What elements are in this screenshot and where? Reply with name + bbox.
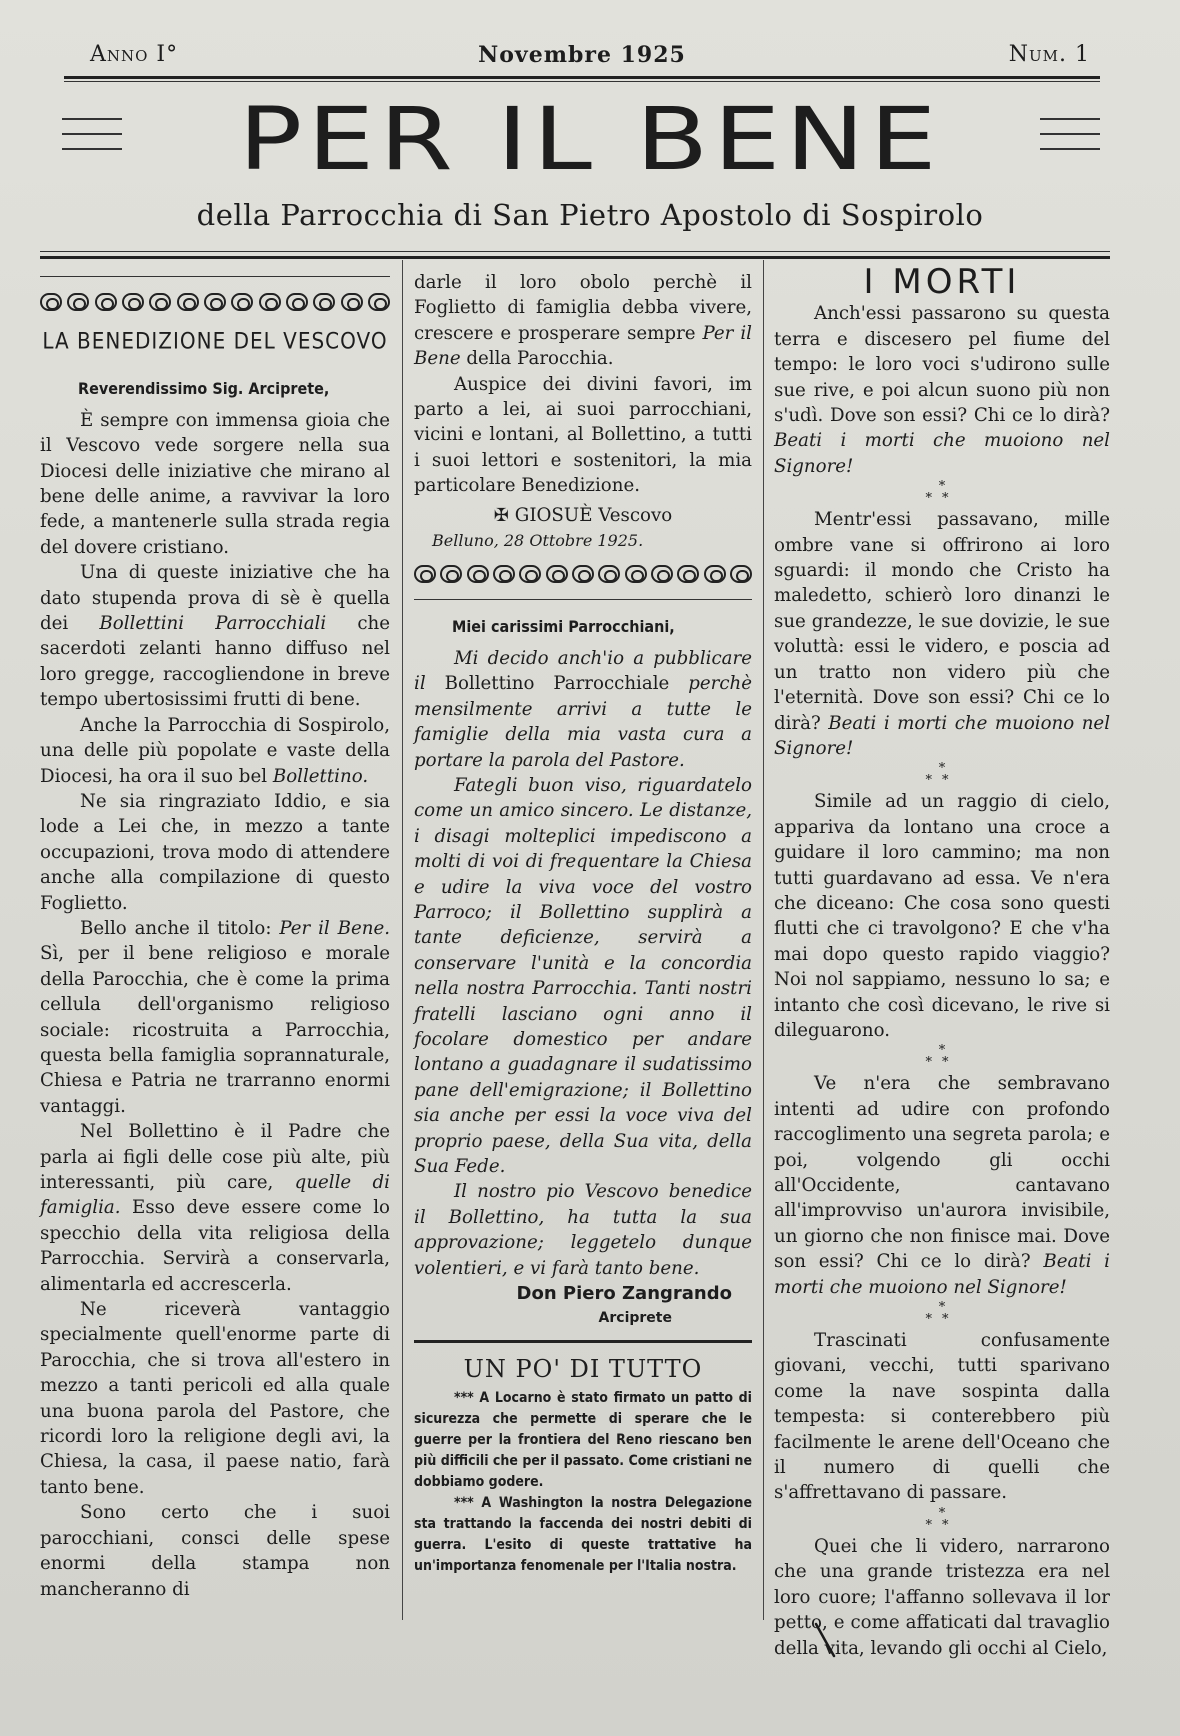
article-heading-tutto: UN PO' DI TUTTO: [463, 1354, 703, 1383]
decorative-ornament-band: [40, 287, 390, 317]
article-heading-morti: I MORTI: [863, 262, 1021, 302]
paragraph: Fategli buon viso, riguardatelo come un amico sincero. Le distanze, i disagi molteplici impediscono a molti di voi di frequentare la Chiesa e udire la viva voce del vostro Parroco; il Bollettino supplirà a tante deficienze, servirà a conservare l'unità e la concordia nella nostra Parrocchia. Tanti nostri fratelli lasciano ogni anno il focolare domestico per andare lontano a guadagnare il sudatissimo pane dell'emigrazione; il Bollettino sia anche per essi la voce viva del proprio paese, della Sua vita, della Sua Fede.: [414, 774, 752, 1177]
asterism: * **: [925, 1505, 959, 1533]
column-1: [40, 270, 390, 1602]
paragraph: Simile ad un raggio di cielo, appariva da lontano una croce a guidare il loro cammino; ma non tutti guardavano ad essa. Ve n'era che diceano: Che cosa sono questi flutti che ci travolgono? E che v'ha mai dopo questo rapido viaggio? Noi nol sappiamo, nessuno lo sa; e intanto che così dicevano, le rive si dileguarono.: [774, 791, 1110, 1041]
article-heading-benedizione: LA BENEDIZIONE DEL VESCOVO: [42, 327, 388, 355]
column-3: [774, 262, 1111, 1661]
separator-rule: [414, 599, 752, 600]
issue-year: Anno I°: [90, 42, 179, 67]
place-date: Belluno, 28 Ottobre 1925.: [432, 531, 644, 551]
newspaper-subtitle: della Parrocchia di San Pietro Apostolo di Sospirolo: [196, 198, 984, 232]
paragraph: Mentr'essi passavano, mille ombre vane si offrirono ai loro sguardi: il mondo che Cristo ha maledetto, schierò loro dinanzi le sue grandezze, le sue dovizie, le sue voluttà: essi le videro, e poscia ad un tratto non videro più che l'eternità. Dove son essi? Chi ce lo dirà? Beati i morti che muoiono nel Signore!: [774, 509, 1111, 759]
paragraph: Trascinati confusamente giovani, vecchi, tutti sparivano come la nave sospinta dalla tempesta: si conterebbero più facilmente le arene dell'Oceano che il numero di quelli che s'affrettavano di passare.: [774, 1330, 1110, 1504]
masthead-rule-top-thin: [64, 81, 1100, 82]
asterism: * **: [925, 761, 959, 789]
paragraph: darle il loro obolo perchè il Foglietto di famiglia debba vivere, crescere e prosperare sempre Per il Bene della Parocchia.: [414, 272, 752, 370]
separator-rule: [40, 276, 390, 277]
bishop-signature: ✠ GIOSUÈ Vescovo: [493, 504, 673, 526]
asterism: * **: [925, 1300, 959, 1328]
paragraph: Bello anche il titolo: Per il Bene. Sì, per il bene religioso e morale della Parocchia, che è come la prima cellula dell'organismo religioso sociale: ricostruita a Parrocchia, questa bella famiglia soprannaturale, Chiesa e Patria ne trarranno enormi vantaggi.: [40, 917, 390, 1117]
paragraph: Nel Bollettino è il Padre che parla ai figli delle cose più alte, più interessanti, più care, quelle di famiglia. Esso deve essere come lo specchio della vita religiosa della Parrocchia. Servirà a conservarla, alimentarla ed accrescerla.: [40, 1121, 390, 1295]
paragraph: Sono certo che i suoi parocchiani, consci delle spese enormi della stampa non mancheranno di: [40, 1502, 390, 1600]
paragraph: Ve n'era che sembravano intenti ad udire con profondo raccoglimento una segreta parola; e poi, volgendo gli occhi all'Occidente, cantavano all'improvviso un'aurora invisibile, un giorno che non finisce mai. Dove son essi? Chi ce lo dirà? Beati i morti che muoiono nel Signore!: [774, 1073, 1110, 1298]
paragraph: È sempre con immensa gioia che il Vescovo vede sorgere nella sua Diocesi delle iniziative che mirano al bene delle anime, a ravvivar la loro fede, a mantenerle sulla strada regia del dovere cristiano.: [40, 409, 390, 558]
salutation: Reverendissimo Sig. Arciprete,: [78, 379, 330, 399]
asterism: * **: [925, 1043, 959, 1071]
masthead-rule-top: [64, 76, 1100, 79]
paragraph: Anch'essi passarono su questa terra e discesero pel fiume del tempo: le loro voci s'udirono sulle sue rive, e poi alcun suono più non s'udì. Dove son essi? Chi ce lo dirà? Beati i morti che muoiono nel Signore!: [774, 303, 1110, 477]
separator-rule-thick: [414, 1340, 752, 1343]
parish-priest-title: Arciprete: [598, 1310, 672, 1327]
issue-date: Novembre 1925: [478, 42, 686, 68]
paragraph: Mi decido anch'io a pubblicare il Bollettino Parrocchiale perchè mensilmente arrivi a tutte le famiglie della mia vasta cura a portare la parola del Pastore.: [414, 647, 752, 771]
paragraph: Auspice dei divini favori, im parto a lei, ai suoi parrocchiani, vicini e lontani, al Bollettino, a tutti i suoi lettori e sostenitori, la mia particolare Benedizione.: [414, 373, 752, 497]
paragraph: Anche la Parrocchia di Sospirolo, una delle più popolate e vaste della Diocesi, ha ora il suo bel Bollettino.: [40, 714, 390, 787]
masthead-top-line: [64, 42, 1100, 72]
column-2: [414, 270, 752, 1577]
news-item: *** A Locarno è stato firmato un patto di sicurezza che permette di sperare che le guerre per la frontiera del Reno riescano ben più difficili che per il passato. Come cristiani ne dobbiamo godere.: [414, 1390, 752, 1491]
column-divider-1: [402, 260, 403, 1620]
paragraph: Il nostro pio Vescovo benedice il Bollettino, ha tutta la sua approvazione; leggetelo dunque volentieri, e vi farà tanto bene.: [414, 1181, 752, 1279]
salutation: Miei carissimi Parrocchiani,: [452, 617, 675, 637]
masthead-rule-bottom-thin: [40, 251, 1110, 252]
pen-mark-icon: [812, 1620, 842, 1660]
paragraph: Una di queste iniziative che ha dato stupenda prova di sè è quella dei Bollettini Parrocchiali che sacerdoti zelanti hanno diffuso nel loro gregge, raccogliendone in breve tempo ubertosissimi frutti di bene.: [40, 562, 390, 711]
masthead-rule-bottom: [40, 256, 1110, 259]
paragraph: Quei che li videro, narrarono che una grande tristezza era nel loro cuore; l'affanno sollevava il lor petto, e come affaticati dal travaglio della vita, levando gli occhi al Cielo,: [774, 1535, 1110, 1659]
issue-number: Num. 1: [1008, 42, 1090, 67]
parish-priest-signature: Don Piero Zangrando: [516, 1283, 732, 1305]
paragraph: Ne riceverà vantaggio specialmente quell'enorme parte di Parocchia, che si trova all'estero in mezzo a tanti pericoli ed alla quale una buona parola del Pastore, che ricordi loro la religione degli avi, la Chiesa, la casa, il paese natio, farà tanto bene.: [40, 1299, 390, 1498]
paragraph: Ne sia ringraziato Iddio, e sia lode a Lei che, in mezzo a tante occupazioni, trova modo di attendere anche alla compilazione di questo Foglietto.: [40, 790, 390, 914]
newspaper-title: PER IL BENE: [238, 88, 942, 190]
column-divider-2: [763, 260, 764, 1620]
decorative-ornament-band: [414, 559, 752, 589]
news-briefs: [414, 1388, 752, 1577]
news-item: *** A Washington la nostra Delegazione sta trattando la faccenda dei nostri debiti di guerra. L'esito di queste trattative ha un'importanza fenomenale per l'Italia nostra.: [414, 1495, 752, 1575]
asterism: * **: [925, 479, 959, 507]
